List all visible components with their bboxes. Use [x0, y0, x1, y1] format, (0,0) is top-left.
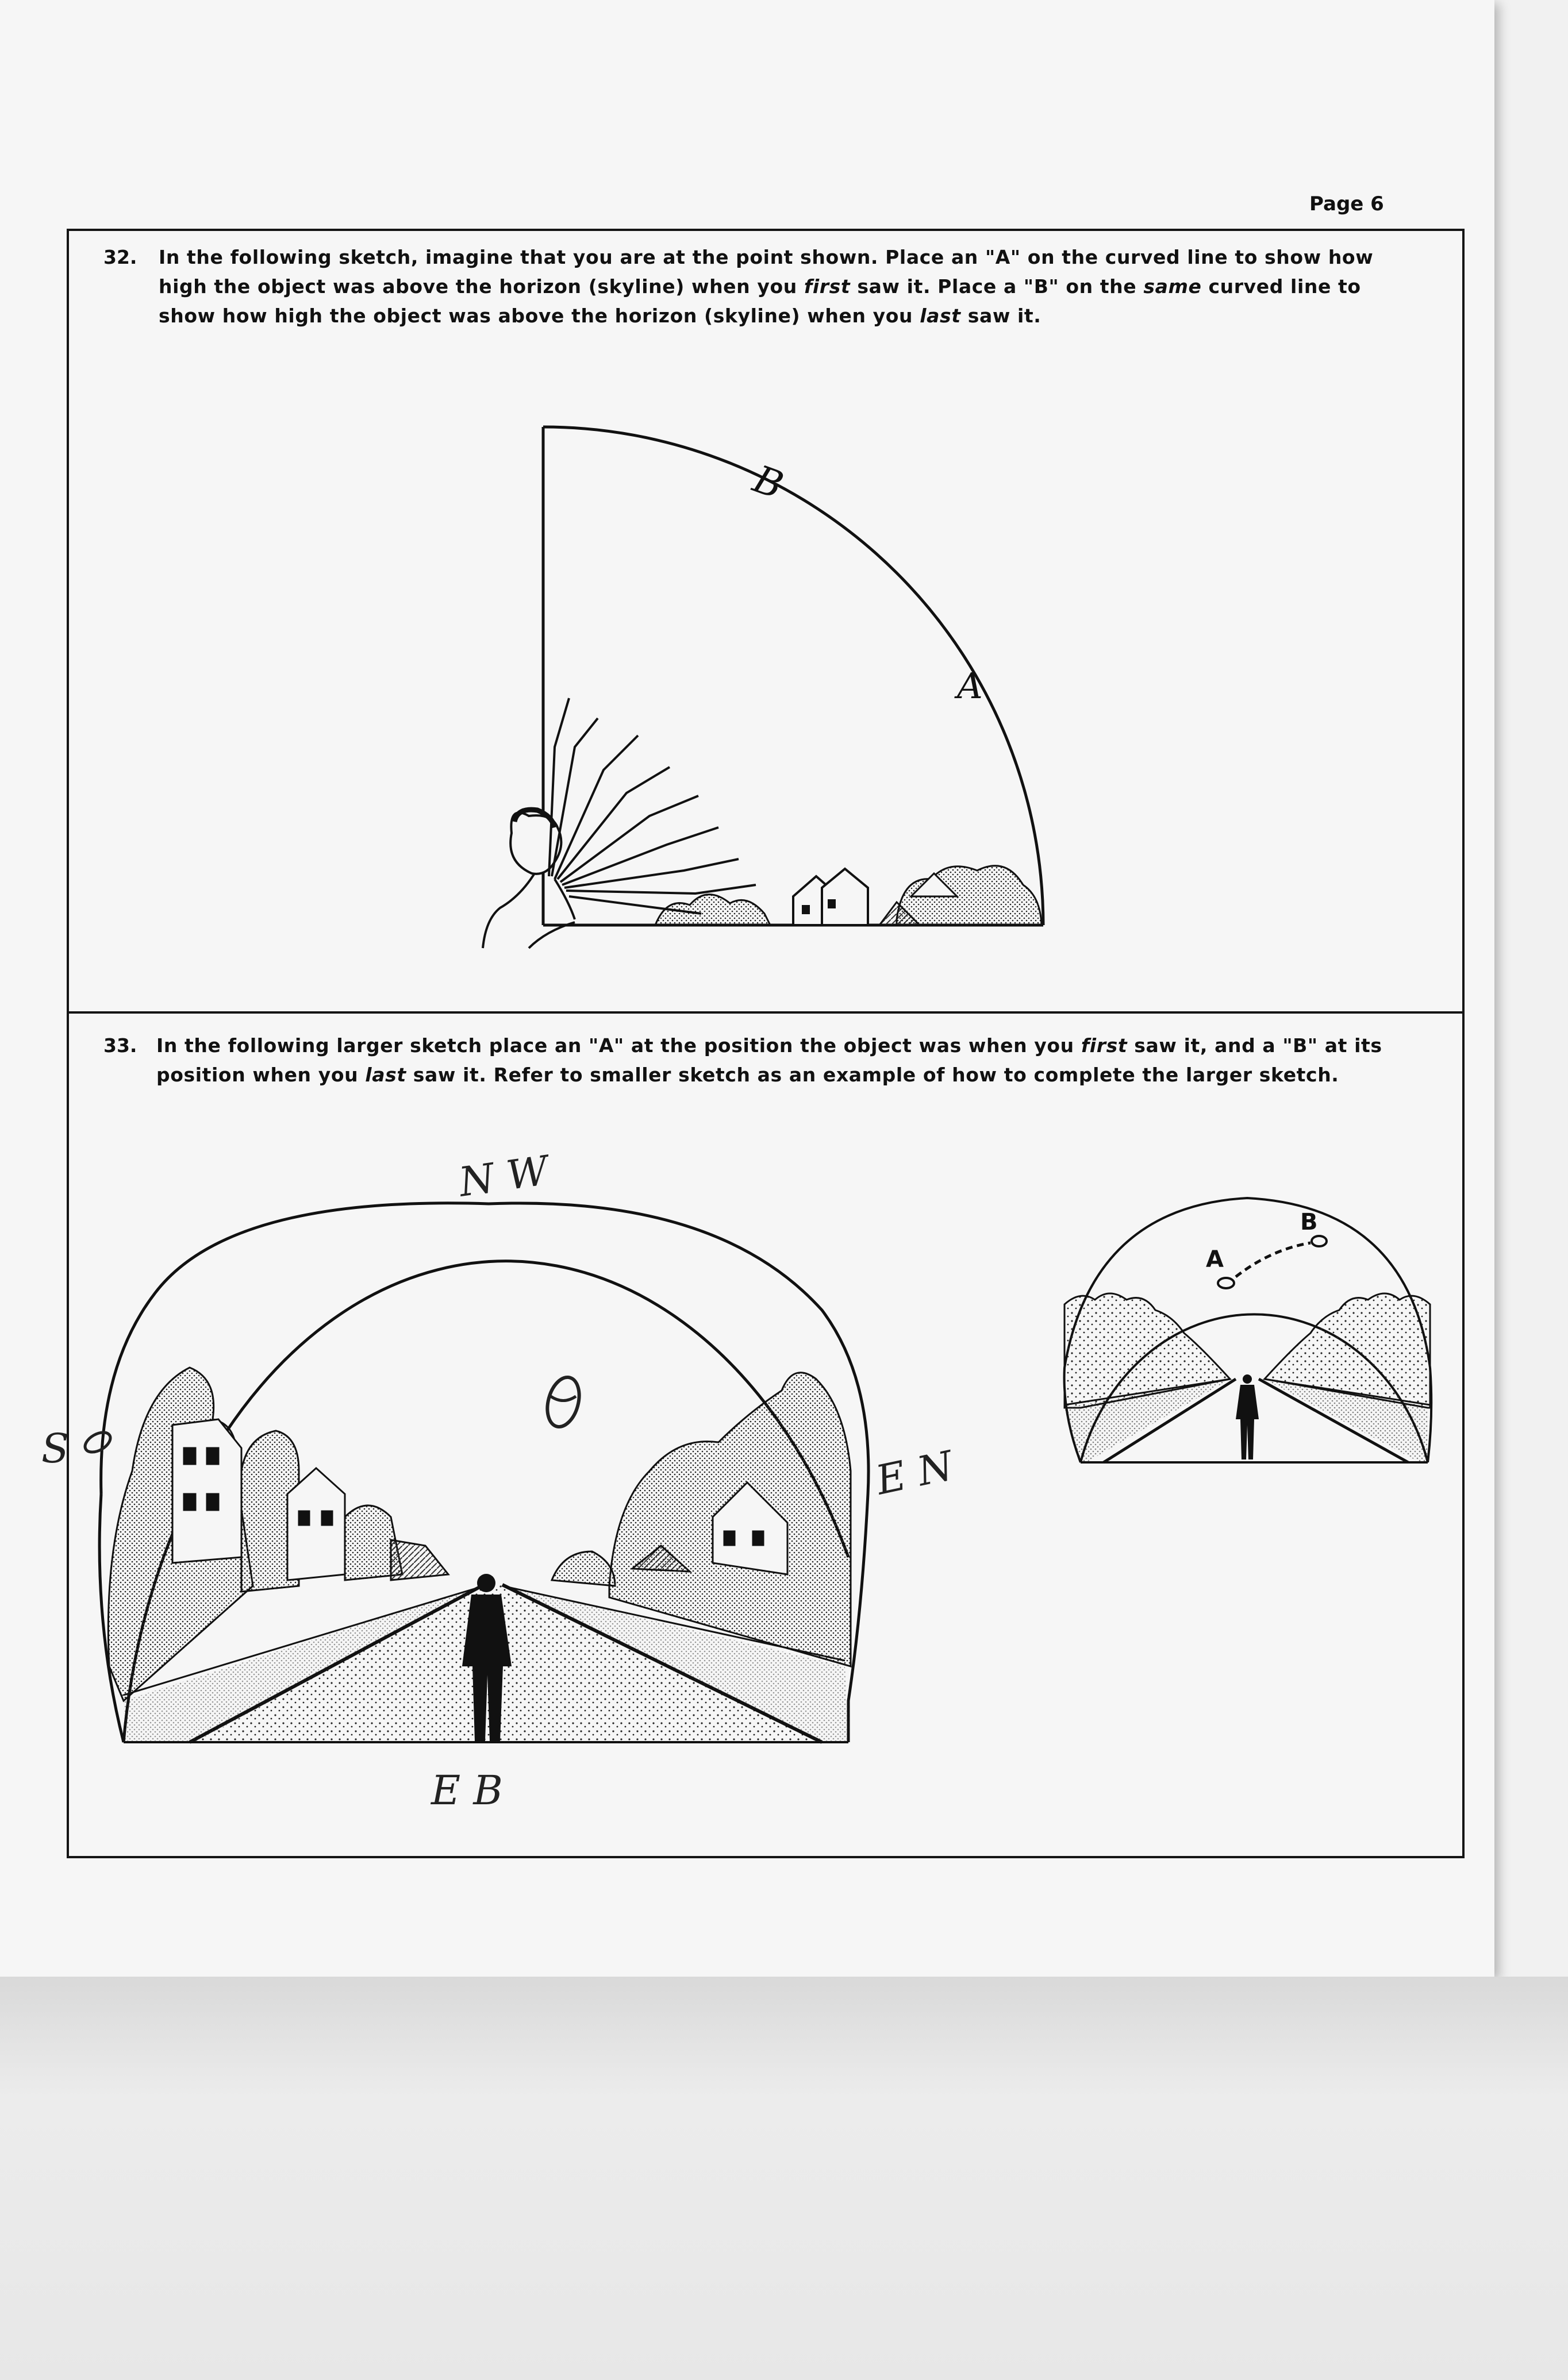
- question-33-line: In the following larger sketch place an "A" at the position the object was when you first saw it, and a "B" at its: [156, 1034, 1382, 1057]
- emphasis-word: last: [365, 1064, 406, 1086]
- question-33-number: 33.: [103, 1034, 137, 1057]
- question-33-line: position when you last saw it. Refer to smaller sketch as an example of how to complete the larger sketch.: [156, 1064, 1339, 1086]
- emphasis-word: last: [920, 305, 961, 327]
- sketch-33-example: [1064, 1198, 1432, 1462]
- sketch-33-large: [41, 1146, 959, 1814]
- handwritten-north-mark: N W: [456, 1146, 551, 1206]
- sketch-32: [483, 427, 1043, 948]
- question-32-line: high the object was above the horizon (skyline) when you first saw it. Place a "B" on the same curved line to: [159, 275, 1361, 298]
- handwritten-east-mark: E N: [871, 1442, 958, 1504]
- question-32-line: show how high the object was above the horizon (skyline) when you last saw it.: [159, 305, 1042, 327]
- emphasis-word: first: [1081, 1034, 1128, 1057]
- example-position-b: [1312, 1236, 1327, 1246]
- page-number: Page 6: [1309, 192, 1384, 215]
- question-32-number: 32.: [103, 246, 137, 268]
- example-position-a: [1218, 1278, 1234, 1288]
- emphasis-word: same: [1143, 275, 1202, 298]
- example-label-b: B: [1300, 1209, 1318, 1235]
- example-label-a: A: [1206, 1246, 1224, 1273]
- handwritten-object-mark: [542, 1374, 584, 1430]
- skyline-trees: [655, 866, 1042, 925]
- handwritten-west-mark: E B: [431, 1767, 503, 1814]
- handwritten-a-mark: A: [957, 665, 983, 707]
- handwritten-south-mark: S: [41, 1425, 69, 1472]
- emphasis-word: first: [804, 275, 851, 298]
- example-standing-figure: [1236, 1374, 1259, 1459]
- handwritten-b-mark: B: [747, 456, 789, 508]
- question-32-line: In the following sketch, imagine that you are at the point shown. Place an "A" on the curved line to show how: [159, 246, 1374, 268]
